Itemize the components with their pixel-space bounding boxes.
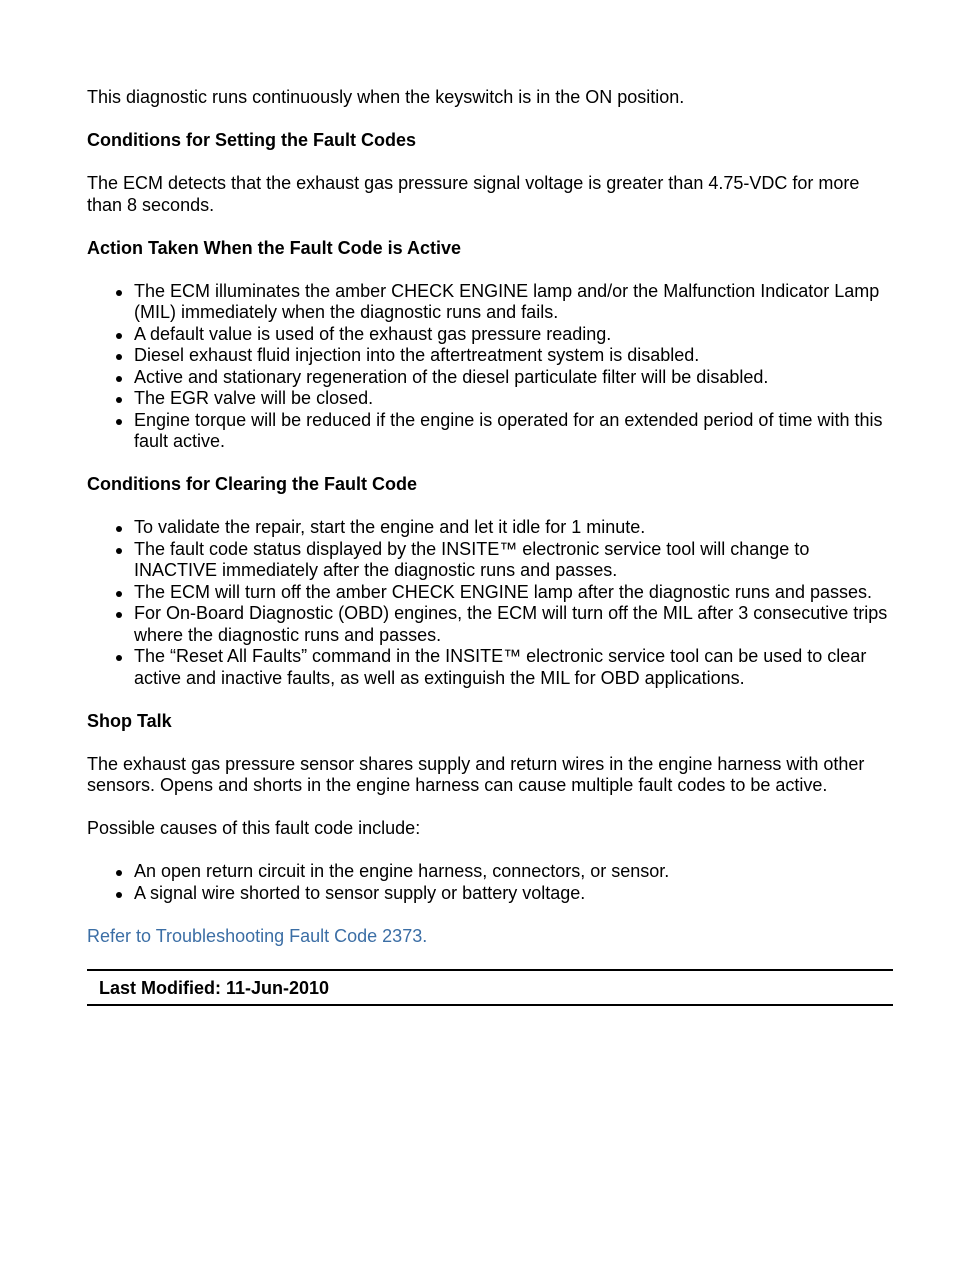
last-modified-text: Last Modified: 11-Jun-2010 — [99, 977, 330, 998]
intro-text: This diagnostic runs continuously when the keyswitch is in the ON position. — [87, 87, 685, 107]
list-item: Engine torque will be reduced if the engine is operated for an extended period of time with this fault active. — [134, 410, 893, 453]
list-item: Diesel exhaust fluid injection into the aftertreatment system is disabled. — [134, 345, 893, 367]
list-item: The ECM illuminates the amber CHECK ENGINE lamp and/or the Malfunction Indicator Lamp (MIL) immediately when the diagnostic runs and fails. — [134, 281, 893, 324]
shop-talk-heading: Shop Talk — [87, 710, 172, 731]
list-item: The ECM will turn off the amber CHECK ENGINE lamp after the diagnostic runs and passes. — [134, 582, 893, 604]
possible-causes-intro: Possible causes of this fault code include: — [87, 818, 421, 838]
document-body — [87, 87, 893, 1006]
troubleshooting-link[interactable]: Refer to Troubleshooting Fault Code 2373. — [87, 925, 428, 946]
shop-talk-text: The exhaust gas pressure sensor shares supply and return wires in the engine harness with other sensors. Opens and shorts in the engine harness can cause multiple fault codes to be active. — [87, 753, 865, 795]
clearing-conditions-list — [87, 517, 893, 689]
troubleshooting-paragraph — [87, 926, 893, 948]
setting-conditions-heading: Conditions for Setting the Fault Codes — [87, 130, 416, 150]
possible-causes-list — [87, 861, 893, 904]
list-item: The EGR valve will be closed. — [134, 388, 893, 410]
clearing-conditions-heading: Conditions for Clearing the Fault Code — [87, 474, 417, 494]
list-item: A default value is used of the exhaust gas pressure reading. — [134, 324, 893, 346]
setting-conditions-text: The ECM detects that the exhaust gas pressure signal voltage is greater than 4.75-VDC for more than 8 seconds. — [87, 173, 860, 215]
list-item: For On-Board Diagnostic (OBD) engines, the ECM will turn off the MIL after 3 consecutive trips where the diagnostic runs and passes. — [134, 603, 893, 646]
list-item: Active and stationary regeneration of the diesel particulate filter will be disabled. — [134, 367, 893, 389]
last-modified-bar — [87, 969, 893, 1006]
list-item: An open return circuit in the engine harness, connectors, or sensor. — [134, 861, 893, 883]
list-item: The “Reset All Faults” command in the INSITE™ electronic service tool can be used to clear active and inactive faults, as well as extinguish the MIL for OBD applications. — [134, 646, 893, 689]
action-taken-list — [87, 281, 893, 453]
list-item: A signal wire shorted to sensor supply or battery voltage. — [134, 883, 893, 905]
list-item: To validate the repair, start the engine and let it idle for 1 minute. — [134, 517, 893, 539]
list-item: The fault code status displayed by the INSITE™ electronic service tool will change to INACTIVE immediately after the diagnostic runs and passes. — [134, 539, 893, 582]
action-taken-heading: Action Taken When the Fault Code is Active — [87, 237, 462, 258]
